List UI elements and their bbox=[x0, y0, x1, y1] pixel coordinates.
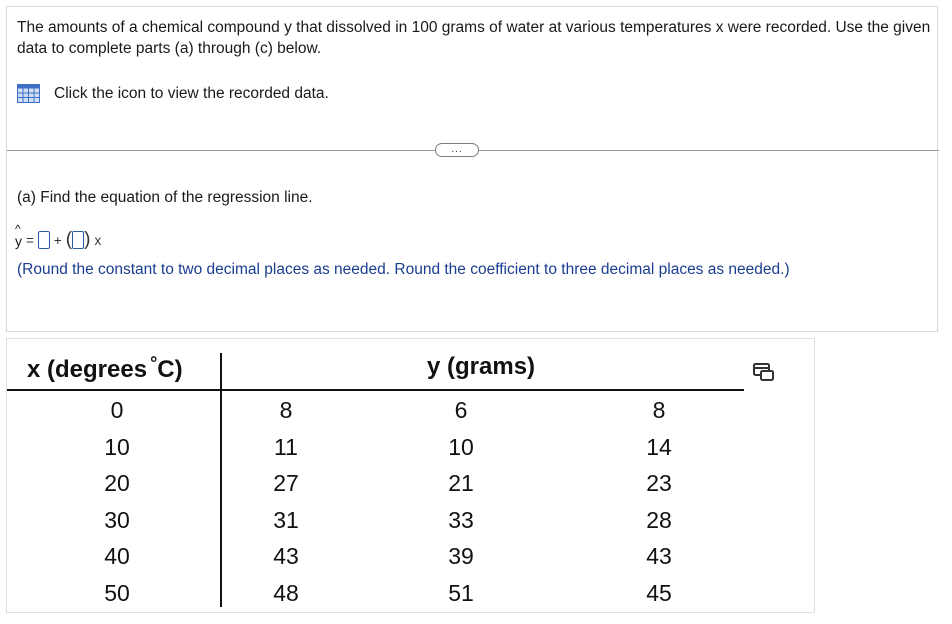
table-row bbox=[7, 502, 744, 538]
view-data-link[interactable] bbox=[17, 84, 329, 103]
table-row bbox=[7, 575, 744, 611]
y-value-cell: 27 bbox=[273, 470, 299, 496]
y-value-cell: 31 bbox=[273, 506, 299, 533]
y-value-cell: 21 bbox=[448, 470, 474, 496]
y-value-cell: 23 bbox=[646, 470, 672, 496]
table-row bbox=[7, 429, 744, 465]
y-value-cell: 43 bbox=[646, 543, 672, 569]
x-variable: x bbox=[94, 232, 102, 248]
header-rule bbox=[7, 389, 744, 391]
table-row bbox=[7, 392, 744, 428]
y-value-cell: 10 bbox=[448, 433, 474, 460]
x-value-cell: 40 bbox=[104, 543, 130, 569]
plus-sign: + bbox=[53, 232, 62, 248]
x-value-cell: 10 bbox=[104, 433, 130, 460]
y-hat-symbol bbox=[15, 222, 22, 249]
equals-sign: = bbox=[26, 232, 34, 248]
x-value-cell: 0 bbox=[110, 397, 124, 423]
close-paren: ) bbox=[84, 229, 91, 250]
part-a-label: (a) Find the equation of the regression line. bbox=[17, 189, 313, 206]
rounding-note: (Round the constant to two decimal places as needed. Round the coefficient to three decimal places as needed.) bbox=[17, 261, 790, 278]
constant-input[interactable] bbox=[38, 231, 50, 249]
hat-mark: ^ bbox=[15, 222, 21, 236]
regression-equation bbox=[15, 222, 105, 250]
x-header-text: x (degrees bbox=[27, 356, 148, 383]
x-value-cell: 20 bbox=[104, 470, 130, 496]
y-value-cell: 14 bbox=[646, 433, 672, 460]
open-paren: ( bbox=[65, 229, 73, 250]
more-options-button[interactable]: ... bbox=[435, 143, 479, 157]
y-value-cell: 43 bbox=[273, 543, 299, 569]
table-grid-icon[interactable] bbox=[17, 84, 40, 103]
y-value-cell: 48 bbox=[273, 579, 299, 606]
y-value-cell: 8 bbox=[652, 397, 666, 423]
coefficient-input[interactable] bbox=[72, 231, 84, 249]
question-intro: The amounts of a chemical compound y that dissolved in 100 grams of water at various temperatures x were recorded. Use the given data to complete parts (a) through (c) below. bbox=[17, 19, 931, 57]
x-value-cell: 50 bbox=[104, 579, 130, 606]
question-panel bbox=[6, 6, 938, 332]
y-value-cell: 28 bbox=[646, 506, 672, 533]
y-value-cell: 6 bbox=[454, 397, 468, 423]
degree-symbol: ° bbox=[150, 353, 158, 373]
x-column-header bbox=[27, 353, 183, 384]
y-column-header: y (grams) bbox=[427, 353, 536, 380]
view-data-label[interactable]: Click the icon to view the recorded data. bbox=[54, 84, 329, 102]
y-value-cell: 11 bbox=[274, 433, 298, 460]
y-value-cell: 33 bbox=[448, 506, 474, 533]
copy-table-icon[interactable] bbox=[752, 361, 778, 383]
x-value-cell: 30 bbox=[104, 506, 130, 533]
data-table-panel bbox=[6, 338, 815, 613]
table-row bbox=[7, 465, 744, 501]
y-value-cell: 39 bbox=[448, 543, 474, 569]
y-value-cell: 8 bbox=[279, 397, 293, 423]
table-row bbox=[7, 538, 744, 574]
y-value-cell: 51 bbox=[448, 579, 474, 606]
y-value-cell: 45 bbox=[646, 579, 672, 606]
x-header-unit: C) bbox=[157, 356, 183, 383]
y-letter: y bbox=[15, 233, 22, 249]
